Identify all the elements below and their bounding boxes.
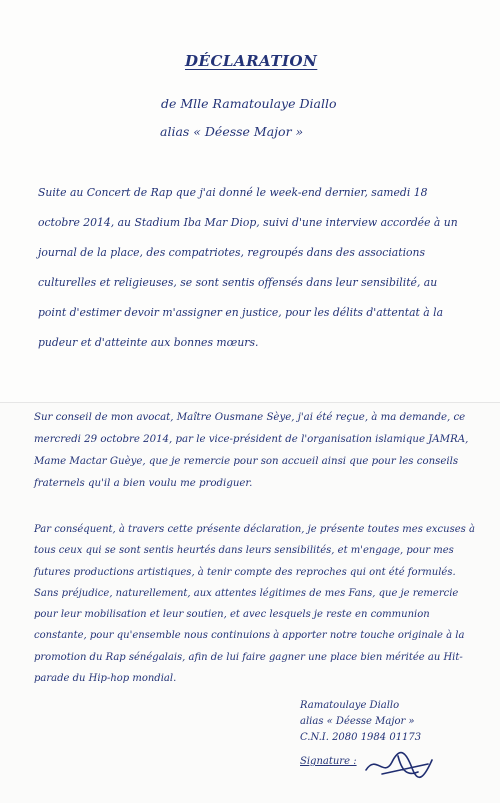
signature-label: Signature : (300, 756, 357, 767)
paragraph-1: Suite au Concert de Rap que j'ai donné le week-end dernier, samedi 18 octobre 2014, au Stadium Iba Mar Diop, suivi d'une interview accordée à un journal de la place, des compatriotes, regroupés dans des associations culturelles et religieuses, se sont sentis offensés dans leur sensibilité, au point d'estimer devoir m'assigner en justice, pour les délits d'attentat à la pudeur et d'atteinte aux bonnes mœurs. (38, 186, 458, 349)
author-alias-line: alias « Déesse Major » (160, 124, 304, 139)
paragraph-2: Sur conseil de mon avocat, Maître Ousmane Sèye, j'ai été reçue, à ma demande, ce mercredi 29 octobre 2014, par le vice-président de l'organisation islamique JAMRA, Mame Mactar Guèye, que je remercie pour son accueil ainsi que pour les conseils fraternels qu'il a bien voulu me prodiguer. (34, 412, 469, 489)
signer-id: C.N.I. 2080 1984 01173 (300, 732, 422, 743)
signer-alias: alias « Déesse Major » (300, 716, 415, 727)
signer-block (300, 698, 490, 746)
paragraph-3: Par conséquent, à travers cette présente déclaration, je présente toutes mes excuses à tous ceux qui se sont sentis heurtés dans leurs sensibilités, et m'engage, pour mes futures productions artistiques, à tenir compte des reproches qui ont été formulés. Sans préjudice, naturellement, aux attentes légitimes de mes Fans, que je remercie pour leur mobilisation et leur soutien, et avec lesquels je reste en communion constante, pour qu'ensemble nous continuions à apporter notre touche originale à la promotion du Rap sénégalais, afin de lui faire gagner une place bien méritée au Hit-parade du Hip-hop mondial. (34, 524, 475, 685)
document-title: DÉCLARATION (185, 52, 318, 70)
handwritten-signature (362, 744, 442, 784)
signer-name: Ramatoulaye Diallo (300, 700, 400, 711)
author-line: de Mlle Ramatoulaye Diallo (161, 96, 337, 111)
